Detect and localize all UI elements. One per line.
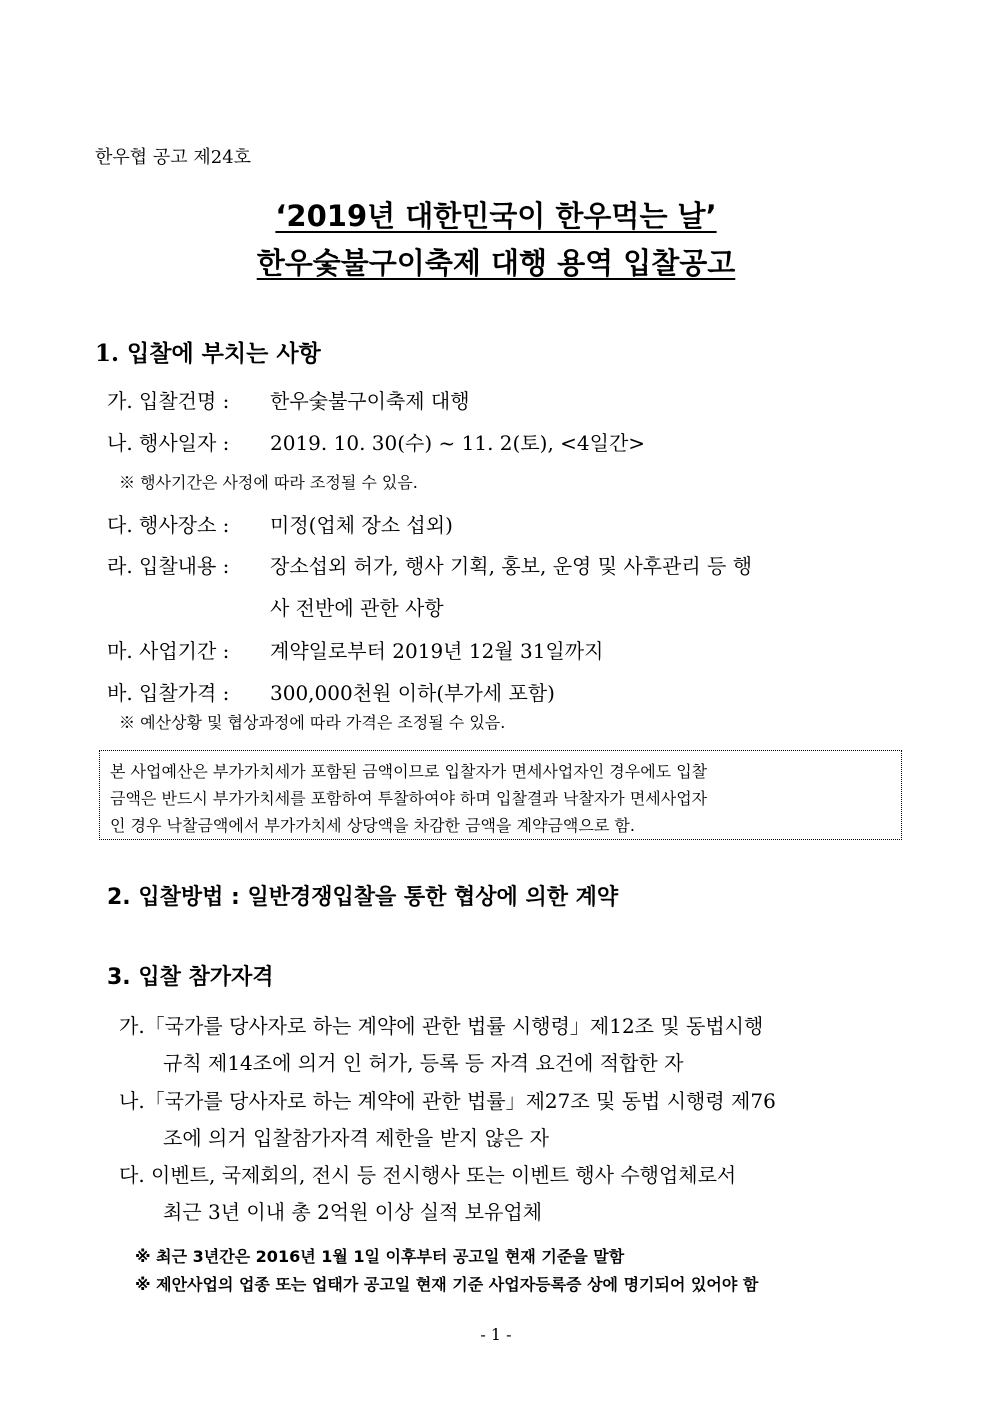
title-line-1-text: ‘2019년 대한민국이 한우먹는 날’ — [275, 199, 717, 233]
title-line-1 — [0, 194, 992, 235]
s3-item-line-cont: 조에 의거 입찰참가자격 제한을 받지 않은 자 — [163, 1126, 549, 1150]
vat-notice-line: 금액은 반드시 부가가치세를 포함하여 투찰하여야 하며 입찰결과 낙찰자가 면세사업자 — [110, 789, 708, 808]
title-line-2-text: 한우숯불구이축제 대행 용역 입찰공고 — [256, 246, 736, 280]
s3-item-line-cont: 최근 3년 이내 총 2억원 이상 실적 보유업체 — [163, 1200, 543, 1224]
s1-item-label: 마. 사업기간 : — [107, 639, 230, 663]
schedule-note: ※ 행사기간은 사정에 따라 조정될 수 있음. — [119, 473, 418, 492]
s3-item-line: 다. 이벤트, 국제회의, 전시 등 전시행사 또는 이벤트 행사 수행업체로서 — [119, 1163, 737, 1187]
s1-item-label: 바. 입찰가격 : — [107, 681, 230, 705]
s1-item-value: 2019. 10. 30(수) ~ 11. 2(토), <4일간> — [270, 431, 646, 455]
vat-notice-line: 본 사업예산은 부가가치세가 포함된 금액이므로 입찰자가 면세사업자인 경우에도 입찰 — [110, 762, 708, 781]
s3-item-line: 가.「국가를 당사자로 하는 계약에 관한 법률 시행령」제12조 및 동법시행 — [119, 1014, 764, 1038]
s1-item-label: 라. 입찰내용 : — [107, 554, 230, 578]
s1-item-label: 다. 행사장소 : — [107, 513, 230, 537]
section3-heading: 3. 입찰 참가자격 — [107, 965, 274, 990]
eligibility-note: ※ 제안사업의 업종 또는 업태가 공고일 현재 기준 사업자등록증 상에 명기되어 있어야 함 — [135, 1275, 759, 1294]
title-line-2 — [0, 241, 992, 282]
s1-item-label: 가. 입찰건명 : — [107, 389, 230, 413]
s1-item-value: 한우숯불구이축제 대행 — [270, 389, 470, 413]
s1-item-label: 나. 행사일자 : — [107, 431, 230, 455]
price-note: ※ 예산상황 및 협상과정에 따라 가격은 조정될 수 있음. — [119, 713, 506, 732]
s3-item-line: 나.「국가를 당사자로 하는 계약에 관한 법률」제27조 및 동법 시행령 제76 — [119, 1089, 776, 1113]
page-number: - 1 - — [480, 1325, 512, 1344]
notice-number: 한우협 공고 제24호 — [95, 147, 252, 168]
vat-notice-box — [99, 750, 902, 840]
s1-item-value: 계약일로부터 2019년 12월 31일까지 — [270, 639, 604, 663]
s3-item-line-cont: 규칙 제14조에 의거 인 허가, 등록 등 자격 요건에 적합한 자 — [163, 1051, 684, 1075]
section1-heading: 1. 입찰에 부치는 사항 — [95, 340, 321, 367]
s1-item-value-cont: 사 전반에 관한 사항 — [270, 596, 444, 620]
section2-heading: 2. 입찰방법 : 일반경쟁입찰을 통한 협상에 의한 계약 — [107, 885, 619, 910]
s1-item-value: 장소섭외 허가, 행사 기획, 홍보, 운영 및 사후관리 등 행 — [270, 554, 753, 578]
vat-notice-line: 인 경우 낙찰금액에서 부가가치세 상당액을 차감한 금액을 계약금액으로 함. — [110, 816, 635, 835]
s1-item-value: 미정(업체 장소 섭외) — [270, 513, 453, 537]
eligibility-note: ※ 최근 3년간은 2016년 1월 1일 이후부터 공고일 현재 기준을 말함 — [135, 1247, 625, 1266]
s1-item-value: 300,000천원 이하(부가세 포함) — [270, 681, 555, 705]
